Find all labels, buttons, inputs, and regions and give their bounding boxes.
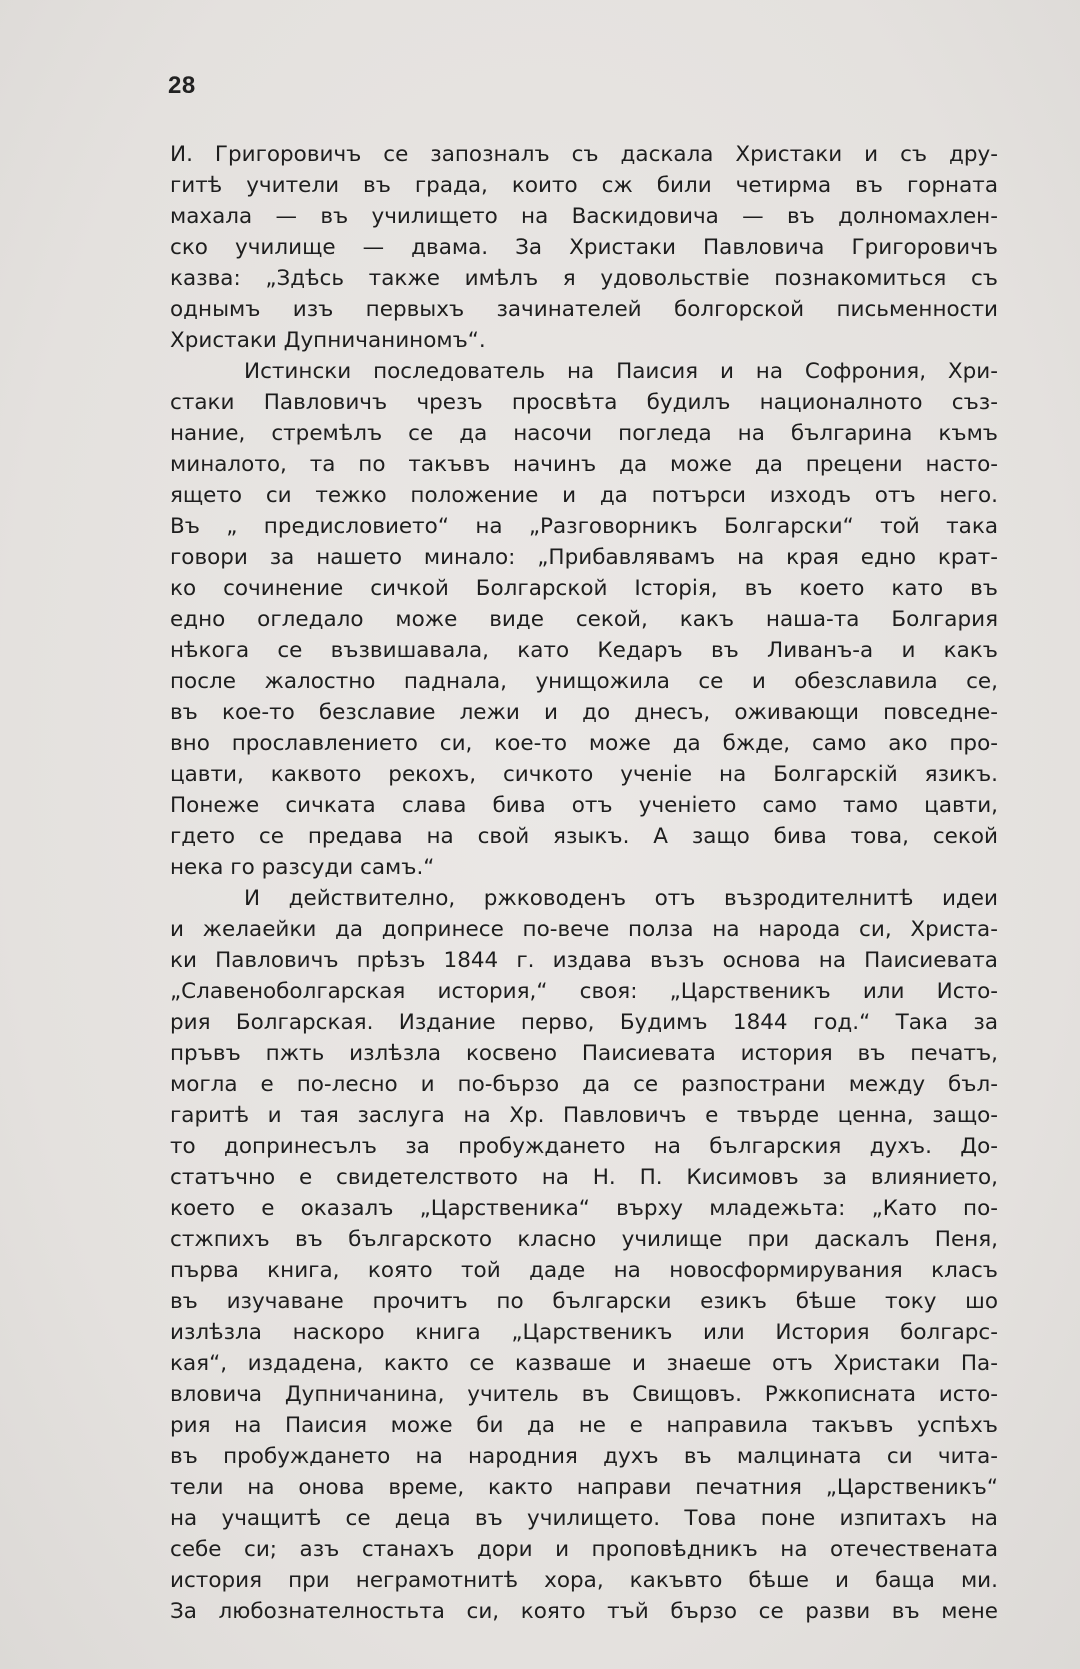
text-line: излѣзла наскоро книга „Царственикъ или История болгарс- [170,1320,998,1345]
text-line: после жалостно паднала, унищожила се и обезславила се, [170,669,998,694]
text-line: „Славеноболгарская история,“ своя: „Царственикъ или Исто- [170,979,998,1004]
text-line: стаки Павловичъ чрезъ просвѣта будилъ националното съз- [170,390,998,415]
text-line: могла е по-лесно и по-бързо да се разпострани между бъл- [170,1072,998,1097]
text-line: което е оказалъ „Царственика“ върху младежьта: „Като по- [170,1196,998,1221]
text-line: казва: „Здѣсь также имѣлъ я удовольствіе познакомиться съ [170,266,998,291]
text-line: нека го разсуди самъ.“ [170,855,435,880]
text-line: тели на онова време, както направи печатния „Царственикъ“ [170,1475,998,1500]
text-line: стжпихъ въ българското класно училище при даскалъ Пеня, [170,1227,998,1252]
page-number: 28 [168,72,196,99]
text-line: пръвъ пжть излѣзла косвено Паисиевата история въ печатъ, [170,1041,998,1066]
text-line: гдето се предава на свой языкъ. А защо бива това, секой [170,824,998,849]
text-line: на учащитѣ се деца въ училището. Това поне изпитахъ на [170,1506,998,1531]
text-line: въ изучаване прочитъ по български езикъ бѣше току шо [170,1289,998,1314]
text-line: ско училище — двама. За Христаки Павловича Григоровичъ [170,235,998,260]
text-line: Въ „ предисловието“ на „Разговорникъ Болгарски“ той така [170,514,998,539]
text-line: то допринесълъ за пробуждането на българския духъ. До- [170,1134,998,1159]
text-line: вловича Дупничанина, учитель въ Свищовъ. Ржкописната исто- [170,1382,998,1407]
text-line: ко сочинение сичкой Болгарской Історія, въ което като въ [170,576,998,601]
text-line: едно огледало може виде секой, какъ наша-та Болгария [170,607,998,632]
text-line: Истински последователь на Паисия и на Софрония, Хри- [244,359,998,384]
text-line: гаритѣ и тая заслуга на Хр. Павловичъ е твърде ценна, защо- [170,1103,998,1128]
text-line: кая“, издадена, както се казваше и знаеше отъ Христаки Па- [170,1351,998,1376]
text-line: нѣкога се възвишавала, като Кедаръ въ Ливанъ-а и какъ [170,638,998,663]
text-line: вно прославлението си, кое-то може да бжде, само ако про- [170,731,998,756]
text-line: И действително, ржководенъ отъ възродителнитѣ идеи [244,886,998,911]
text-line: статъчно е свидетелството на Н. П. Кисимовъ за влиянието, [170,1165,998,1190]
text-line: себе си; азъ станахъ дори и проповѣдникъ на отечествената [170,1537,998,1562]
text-line: говори за нашето минало: „Прибавлявамъ на края едно крат- [170,545,998,570]
text-line: однымъ изъ первыхъ зачинателей болгорской письменности [170,297,998,322]
text-line: въ кое-то безславие лежи и до днесъ, оживающи повседне- [170,700,998,725]
text-line: нание, стремѣлъ се да насочи погледа на българина къмъ [170,421,998,446]
text-line: история при неграмотнитѣ хора, какъвто бѣше и баща ми. [170,1568,998,1593]
text-line: И. Григоровичъ се запозналъ съ даскала Христаки и съ дру- [170,142,998,167]
text-line: и желаейки да допринесе по-вече полза на народа си, Христа- [170,917,998,942]
text-line: Христаки Дупничаниномъ“. [170,328,486,353]
text-line: рия Болгарская. Издание перво, Будимъ 1844 год.“ Така за [170,1010,998,1035]
text-line: гитѣ учители въ града, които сж били четирма въ горната [170,173,998,198]
text-line: първа книга, която той даде на новосформирувания класъ [170,1258,998,1283]
body-text [170,139,998,1627]
text-line: Понеже сичката слава бива отъ ученіето само тамо цавти, [170,793,998,818]
text-line: цавти, каквото рекохъ, сичкото ученіе на Болгарскій язикъ. [170,762,998,787]
text-line: въ пробуждането на народния духъ въ малцината си чита- [170,1444,998,1469]
text-line: рия на Паисия може би да не е направила такъвъ успѣхъ [170,1413,998,1438]
text-line: ящето си тежко положение и да потърси изходъ отъ него. [170,483,998,508]
text-line: махала — въ училището на Васкидовича — въ долномахлен- [170,204,998,229]
text-line: ки Павловичъ прѣзъ 1844 г. издава възъ основа на Паисиевата [170,948,998,973]
text-line: миналото, та по такъвъ начинъ да може да прецени насто- [170,452,998,477]
text-line: За любознателностьта си, която тъй бързо се разви въ мене [170,1599,998,1624]
